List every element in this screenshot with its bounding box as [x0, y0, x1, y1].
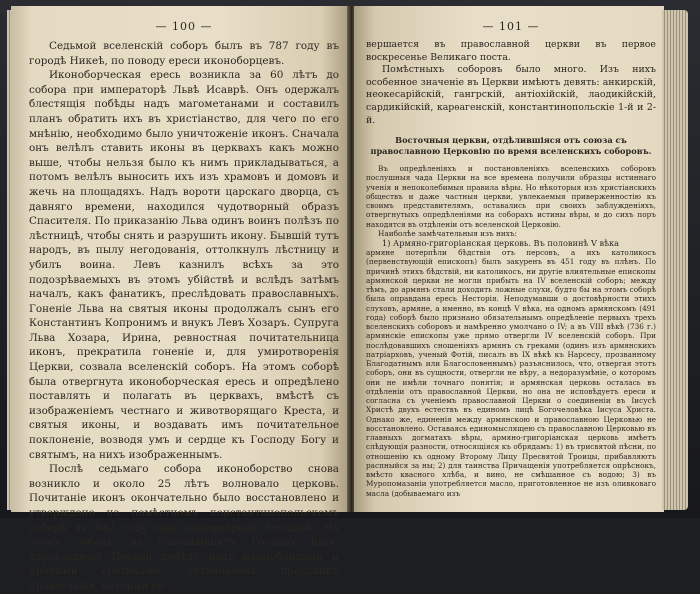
left-page-text — [29, 39, 339, 594]
small-print-block — [366, 164, 656, 238]
small-paragraph: армяне потерпѣли бѣдствія отъ персовъ, а ихъ католикосъ (первенствующій епископъ) былъ закуренъ въ 451 году въ плѣнъ. По причинѣ этихъ бѣдствій, ни католикосъ, ни другіе влиятельные епископы армянской церкви не могли прибыть на IV вселенскій соборъ; между тѣмъ, до армянъ стали доходить ложные слухи, будто бы на этомъ соборѣ была оправдана ересь Несторія. Неподумавши о достовѣрности этихъ слуховъ, армяне, а именно, въ концѣ V вѣка, на одномъ армянскомъ (491 года) соборѣ было признано обязательнымъ опредѣленіе первыхъ трехъ вселенскихъ соборовъ и намѣренно умолчано о IV; а въ VIII вѣкѣ (736 г.) армянскіе епископы уже прямо отвергли IV вселенскій соборъ. При послѣдовавшихъ сношеніяхъ армянъ съ греками (одинъ изъ армянскихъ патріарховъ, ученый Фотій, писалъ въ IX вѣкѣ къ Нарсесу, прозванному Благодатнымъ или Благословеннымъ) разъяснилось, что, отвергая этотъ соборъ, они въ сущности, отвергли не вѣру, а недоразумѣніе, о которомъ они не имѣли точнаго понятія; и армянская церковь осталась въ отдѣленіи отъ православной Церкви, но она не исповѣдуетъ ереси и согласна съ ученіемъ православной Церкви о соединеніи въ Іисусѣ Христѣ двухъ естествъ въ единомъ лицѣ Богочеловѣка Іисуса Христа. Однако же, единенія между армянскою и православною Церковью не восстановлено. Оставаясь единомыслящею съ православною Церковью въ главныхъ догматахъ вѣры, армяно-григоріанская церковь имѣетъ слѣдующія разности, относящіяся къ обрядамъ: 1) въ трисвятой пѣсни, по отношенію къ одному Второму Лицу Пресвятой Троицы, прибавляютъ распныйся за ны; 2) для таинства Причащенія употребляется опрѣснокъ, вмѣсто квасного хлѣба, и вино, не смѣшанное съ водою; 3) въ Муропомазаніи употребляется масло, приготовленное не изъ оливковаго масла (добываемаго изъ — [366, 248, 656, 498]
right-page — [354, 6, 664, 512]
small-paragraph: Въ опредѣленіяхъ и постановленіяхъ вселенскихъ соборовъ послушныя чада Церкви на все времена получили образцы истиннаго ученія и непоколебимыя правила вѣры. Но нѣкоторыя изъ христіанскихъ обществъ и даже частныя церкви, увлекаемыя приверженностію къ своимъ представителямъ, оставались при своихъ заблужденіяхъ, отвергнутыхъ опредѣленіями на соборахъ истины вѣры, и до сихъ поръ находятся въ отдѣленіи отъ вселенской Церковію. — [366, 164, 656, 229]
section-heading: Восточныя церкви, отдѣлившіяся отъ союза съ православною Церковію по время вселенскихъ соборовъ. — [370, 135, 652, 157]
small-paragraph: Наиболѣе замѣчательныя изъ нихъ: — [378, 228, 517, 238]
right-paragraph: Помѣстныхъ соборовъ было много. Изъ нихъ особенное значеніе въ Церкви имѣютъ девять: анкирскій, неокесарійскій, гангрскій, антіохійскій, лаодикійскій, сардикійскій, карѳагенскій, константинопольскіе 1-й и 2-й. — [366, 64, 656, 126]
left-paragraph: Седьмой вселенскій соборъ былъ въ 787 году въ городѣ Никеѣ, по поводу ереси иконоборцевъ. — [29, 40, 339, 67]
left-page — [11, 6, 349, 592]
small-print-block — [366, 248, 656, 498]
left-page-number: — 100 — — [155, 20, 213, 33]
right-page-text — [366, 39, 656, 498]
right-paragraph: вершается въ православной церкви въ первое воскресенье Великаго поста. — [366, 39, 656, 63]
subsection-heading: 1) Армяно-григоріанская церковь. Въ половинѣ V вѣка — [382, 238, 620, 249]
right-page-number: — 101 — — [482, 20, 540, 33]
open-book — [7, 6, 695, 592]
left-paragraph: Послѣ седьмаго собора иконоборство снова возникло и около 25 лѣтъ волновало церковь. Почитаніе иконъ окончательно было восстановлено и утверждено на помѣстномъ константинопольскомъ соборѣ въ 842 году при императрицѣ Ѳеодорѣ. На этомъ соборѣ, въ благодарность Господу Богу, даровавшему Церкви побѣду надъ иконоборцами и прочими еретиками, установленъ праздникъ православія, который со- — [29, 463, 339, 592]
right-page-edges — [662, 10, 688, 510]
left-paragraph: Иконоборческая ересь возникла за 60 лѣтъ до собора при императорѣ Львѣ Исаврѣ. Онъ одержалъ блестящія побѣды надъ магометанами и составилъ планъ обратить ихъ въ христіанство, для чего по его мнѣнію, необходимо было уничтоженіе иконъ. Сначала онъ велѣлъ ставить иконы въ церквахъ какъ можно выше, чтобы нельзя было къ нимъ прикладываться, а потомъ велѣлъ выносить ихъ изъ храмовъ и домовъ и жечь на площадяхъ. Надъ вороти царскаго дворца, съ давняго времени, находился чудотворный образъ Спасителя. По приказанію Льва одинъ воинъ полѣзъ по лѣстницѣ, чтобы снять и разрушить икону. Бывшій тутъ народъ, въ пылу негодованія, оттолкнулъ лѣстницу и убилъ воина. Левъ казнилъ всѣхъ за это подозрѣваемыхъ въ этомъ убійствѣ и вслѣдъ затѣмъ началъ, какъ фанатикъ, преслѣдовать православныхъ. Гоненіе Льва на святыя иконы продолжалъ сынъ его Константинъ Копронимъ и внукъ Левъ Хозаръ. Супруга Льва Хозара, Ирина, ревностная почитательница иконъ, прекратила гоненіе и, для умиротворенія Церкви, созвала вселенскій соборъ. На этомъ соборѣ была отвергнута иконоборческая ересь и опредѣлено поставлять и полагать въ церквахъ, вмѣстѣ съ изображеніемъ честнаго и животворящаго Креста, и святыя иконы, и воздавать имъ почитательное поклоненіе, возводя умъ и сердце къ Господу Богу и святымъ, на нихъ изображеннымъ. — [29, 69, 339, 461]
